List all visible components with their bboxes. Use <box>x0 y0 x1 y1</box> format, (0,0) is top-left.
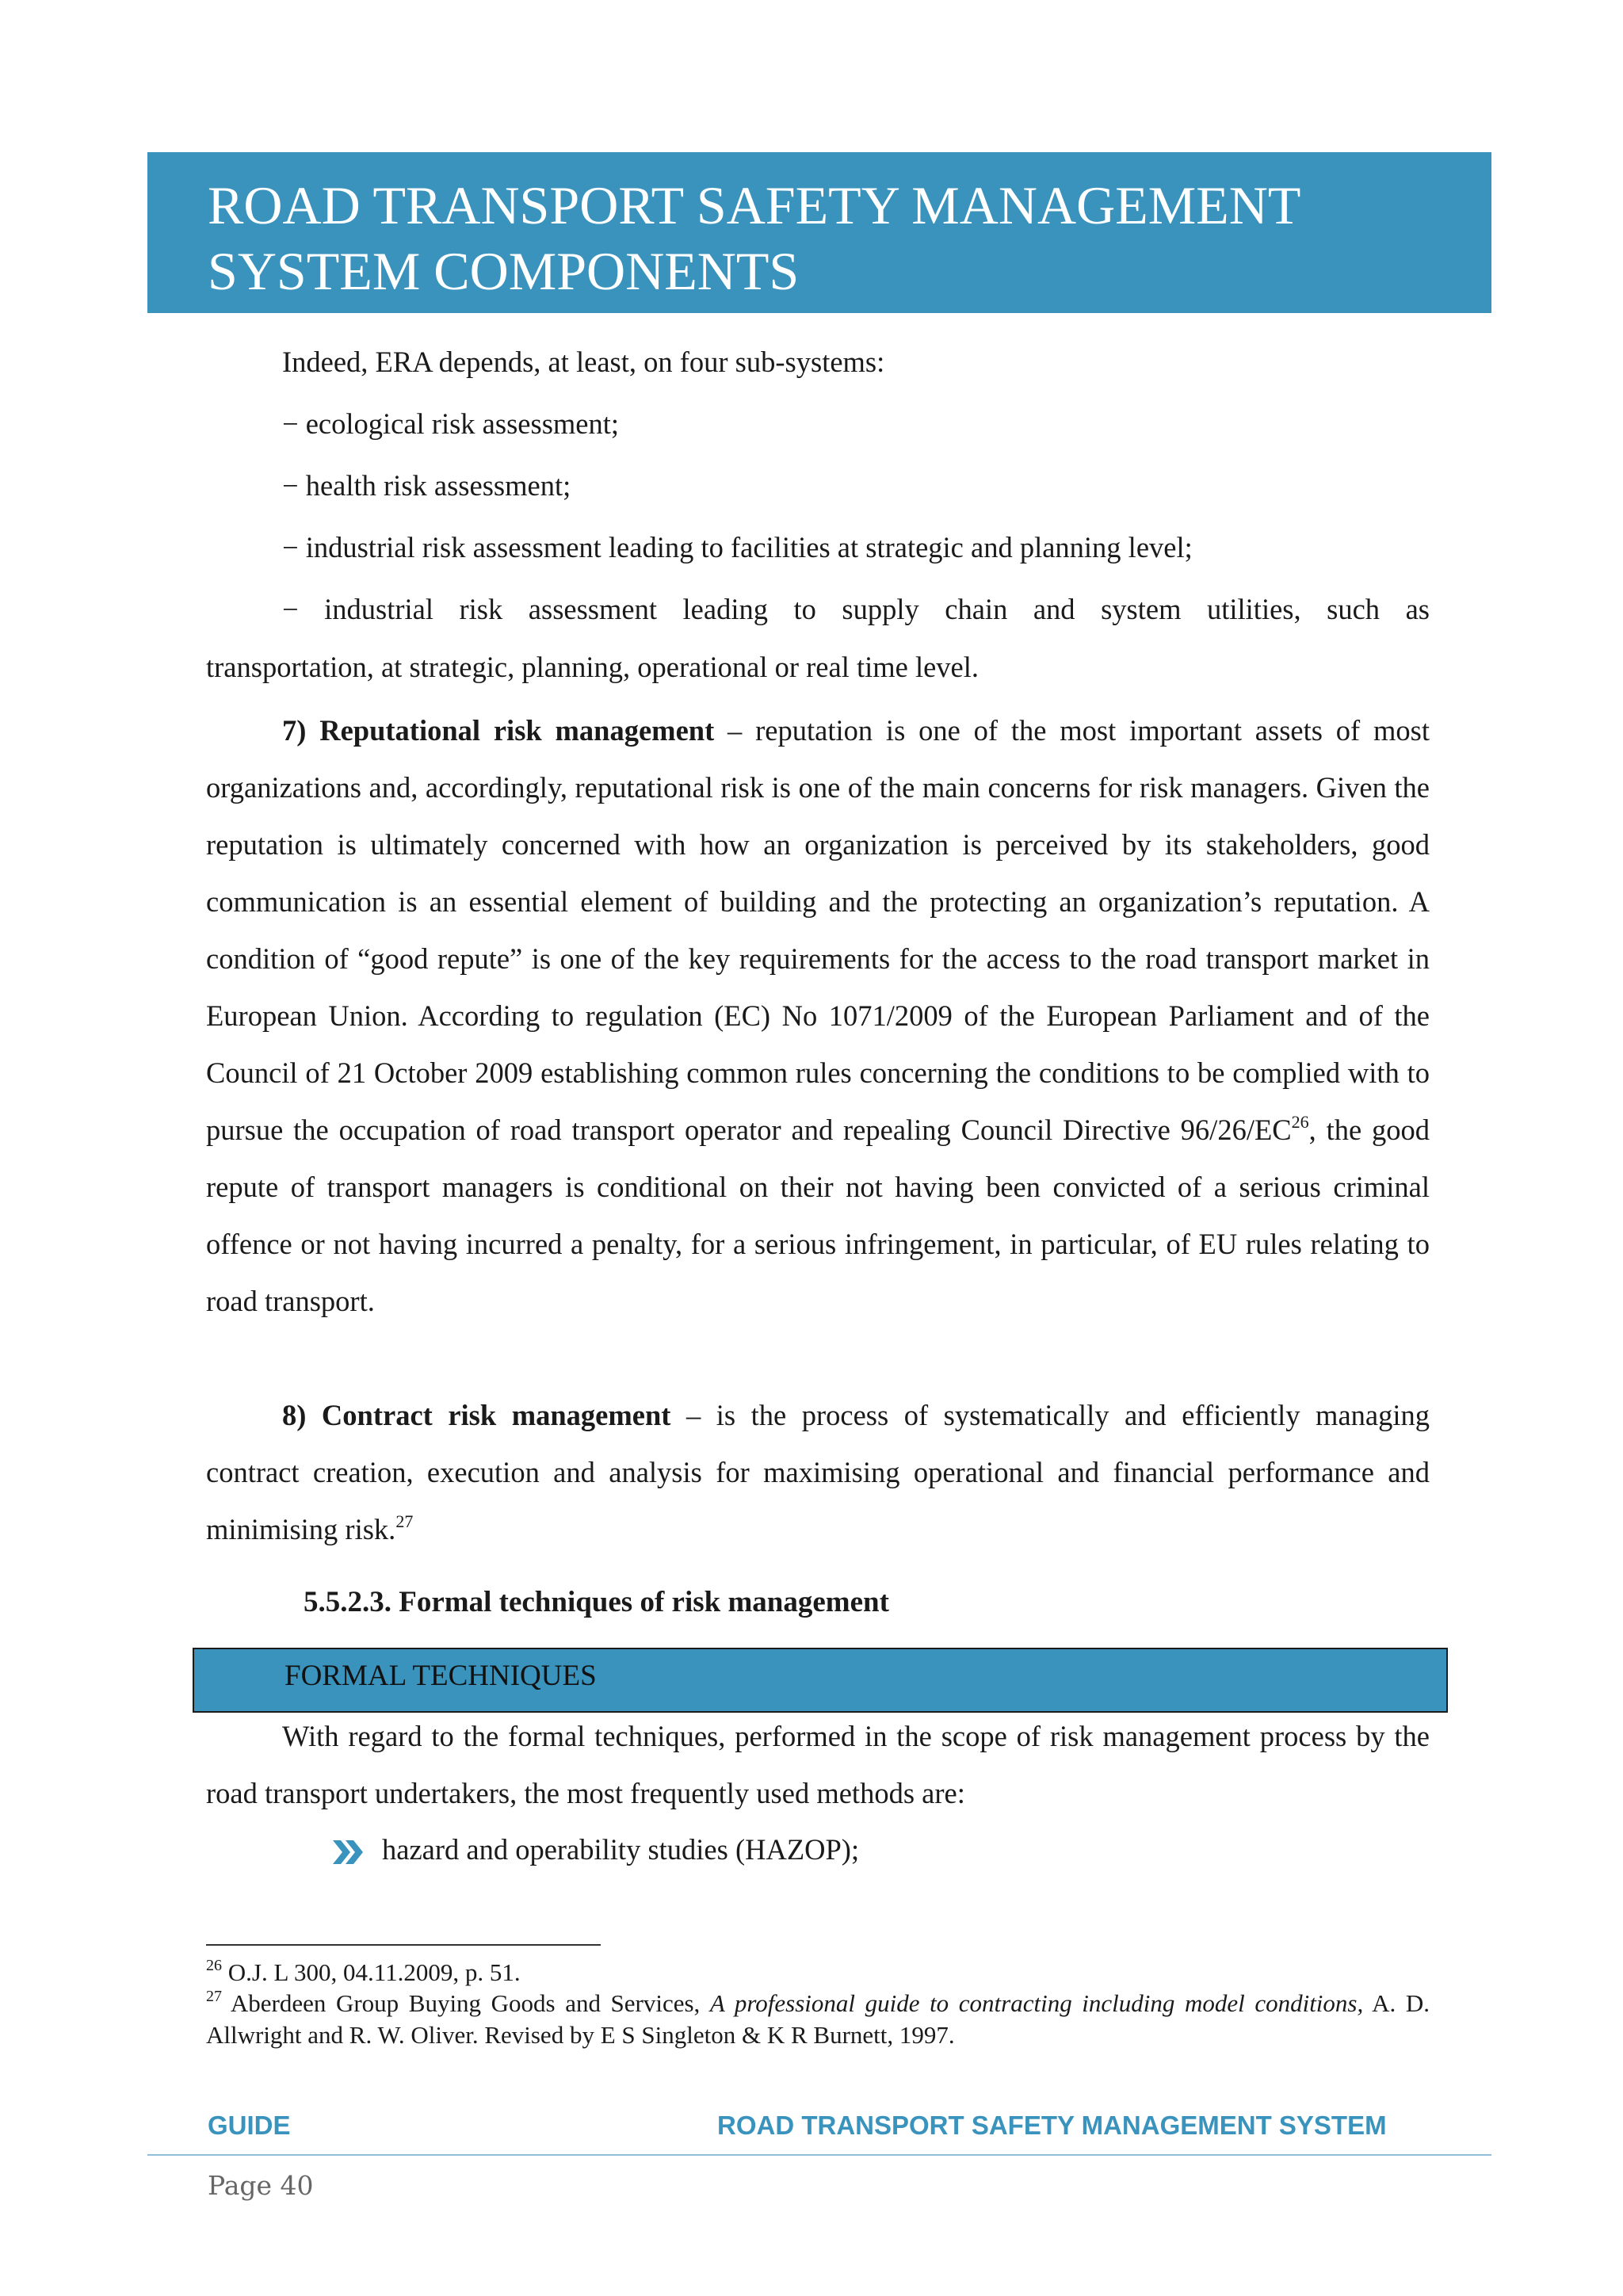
double-chevron-right-icon <box>331 1836 365 1869</box>
intro-lead: Indeed, ERA depends, at least, on four sub-systems: <box>282 346 885 378</box>
footnote-ref: 27 <box>395 1511 414 1531</box>
box-label: FORMAL TECHNIQUES <box>285 1660 597 1692</box>
section-intro <box>206 1708 1430 1822</box>
footnote-number: 27 <box>206 1987 222 2005</box>
footnote-text: Aberdeen Group Buying Goods and Services, <box>230 1989 710 2017</box>
list-item-continuation: transportation, at strategic, planning, operational or real time level. <box>206 651 980 683</box>
footer-divider <box>147 2154 1491 2156</box>
list-item: − industrial risk assessment leading to facilities at strategic and planning level; <box>282 531 1193 563</box>
footnote-number: 26 <box>206 1956 222 1974</box>
title-line-1: ROAD TRANSPORT SAFETY MANAGEMENT <box>208 175 1301 235</box>
footnote-divider <box>206 1944 601 1946</box>
footnote-italic-title: A professional guide to contracting including model conditions, <box>709 1989 1364 2017</box>
list-item: − ecological risk assessment; <box>282 407 620 440</box>
paragraph-reputational-risk <box>206 702 1430 1330</box>
bullet-text: hazard and operability studies (HAZOP); <box>382 1833 860 1866</box>
paragraph-text: – reputation is one of the most important assets of most organizations and, accordingly, reputational risk is one of the main concerns for risk managers. Given the reputation is ultimately concerned with how an organization is perceived by its stakeholders, good communication is an essential element of building and the protecting an organization’s reputation. A condition of “good repute” is one of the key requirements for the access to the road transport market in European Union. According to regulation (EC) No 1071/2009 of the European Parliament and of the Council of 21 October 2009 establishing common rules concerning the conditions to be complied with to pursue the occupation of road transport operator and repealing Council Directive 96/26/EC <box>206 714 1430 1146</box>
footnote-text: O.J. L 300, 04.11.2009, p. 51. <box>227 1958 521 1986</box>
paragraph-text: – is the process of systematically and efficiently managing contract creation, execution and analysis for maximising operational and financial performance and minimising risk. <box>206 1399 1430 1545</box>
paragraph-contract-risk <box>206 1387 1430 1558</box>
page-title <box>208 173 1444 304</box>
paragraph-heading: 7) Reputational risk management <box>282 714 715 747</box>
list-item: − health risk assessment; <box>282 469 571 502</box>
page-number: Page 40 <box>208 2170 314 2201</box>
paragraph-heading: 8) Contract risk management <box>282 1399 671 1431</box>
footer-guide-label: GUIDE <box>208 2111 291 2140</box>
list-item: − industrial risk assessment leading to supply chain and system utilities, such as <box>282 593 1430 625</box>
footnote-text: A. D. Allwright and R. W. Oliver. Revised by E S Singleton & K R Burnett, 1997. <box>206 1989 1430 2049</box>
paragraph-text: , the good repute of transport managers is conditional on their not having been convicted of a serious criminal offence or not having incurred a penalty, for a serious infringement, in particular, of EU rules relating to road transport. <box>206 1114 1430 1317</box>
section-heading: 5.5.2.3. Formal techniques of risk management <box>304 1586 889 1618</box>
formal-techniques-box <box>193 1648 1448 1713</box>
footnote-ref: 26 <box>1291 1111 1309 1132</box>
section-intro-text: With regard to the formal techniques, performed in the scope of risk management process by the road transport undertakers, the most frequently used methods are: <box>206 1720 1430 1809</box>
title-banner <box>147 152 1491 313</box>
footnote <box>206 1988 1430 2051</box>
title-line-2: SYSTEM COMPONENTS <box>208 241 800 301</box>
footer-document-title: ROAD TRANSPORT SAFETY MANAGEMENT SYSTEM <box>717 2111 1387 2140</box>
footnote <box>206 1957 1430 1988</box>
